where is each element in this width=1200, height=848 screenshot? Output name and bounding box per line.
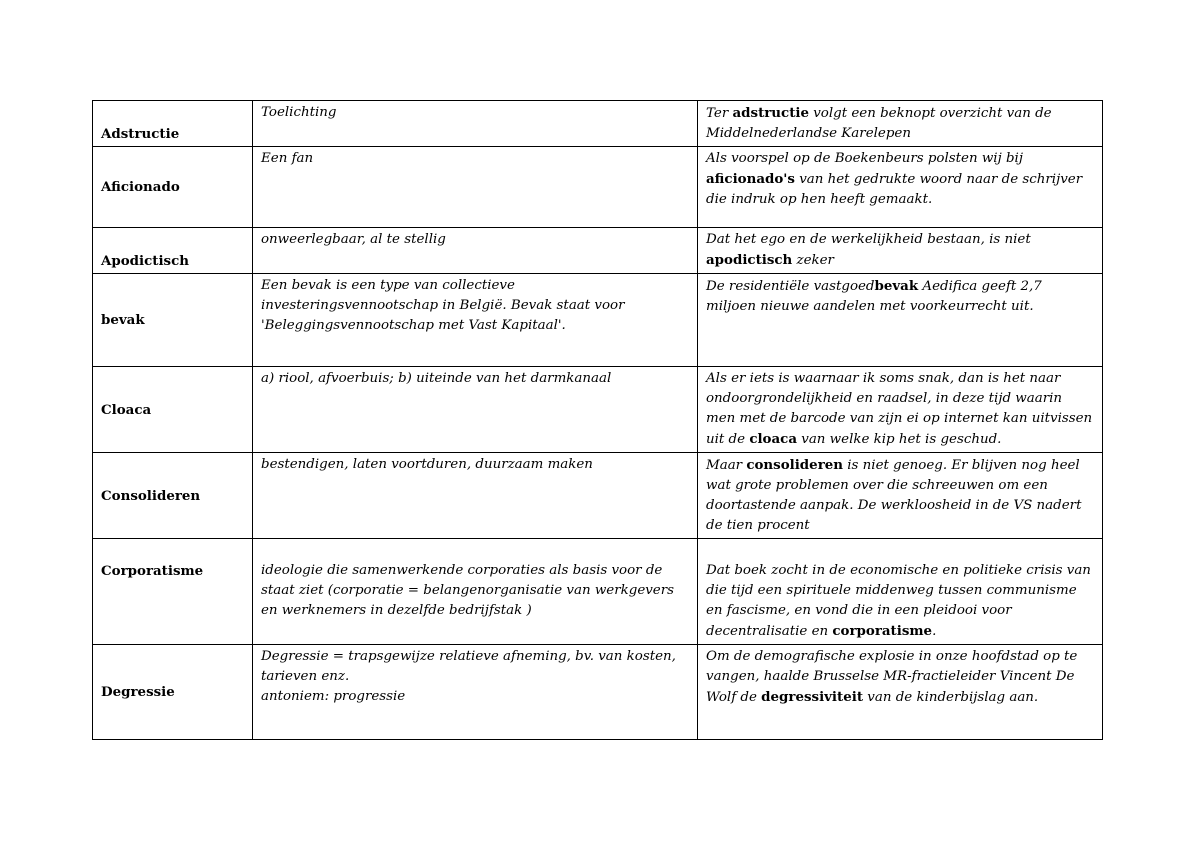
example-cell: Als er iets is waarnaar ik soms snak, dan is het naar ondoorgrondelijkheid en raadsel, in deze tijd waarin men met de barcode van zijn ei op internet kan uitvissen uit de cloaca van welke kip het is geschud. — [698, 367, 1103, 453]
explanation-cell: Een fan — [253, 147, 698, 228]
term-cell: Cloaca — [93, 367, 253, 453]
header-term: Adstructie — [93, 101, 253, 147]
explanation-cell: a) riool, afvoerbuis; b) uiteinde van het darmkanaal — [253, 367, 698, 453]
table-row — [93, 147, 1103, 228]
term-cell: Aficionado — [93, 147, 253, 228]
example-cell: Dat boek zocht in de economische en politieke crisis van die tijd een spirituele middenweg tussen communisme en fascisme, en vond die in een pleidooi voor decentralisatie en corporatisme. — [698, 539, 1103, 645]
glossary-table — [92, 100, 1103, 740]
table-header-row — [93, 101, 1103, 147]
explanation-cell: ideologie die samenwerkende corporaties als basis voor de staat ziet (corporatie = belangenorganisatie van werkgevers en werknemers in dezelfde bedrijfstak ) — [253, 539, 698, 645]
table-row — [93, 367, 1103, 453]
header-explanation: Toelichting — [253, 101, 698, 147]
term-cell: Corporatisme — [93, 539, 253, 645]
term-cell: Degressie — [93, 645, 253, 740]
table-row — [93, 645, 1103, 740]
explanation-cell: onweerlegbaar, al te stellig — [253, 228, 698, 274]
example-cell: Maar consolideren is niet genoeg. Er blijven nog heel wat grote problemen over die schreeuwen om een doortastende aanpak. De werkloosheid in de VS nadert de tien procent — [698, 453, 1103, 539]
term-cell: Apodictisch — [93, 228, 253, 274]
example-cell: Om de demografische explosie in onze hoofdstad op te vangen, haalde Brusselse MR-fractieleider Vincent De Wolf de degressiviteit van de kinderbijslag aan. — [698, 645, 1103, 740]
example-cell: Dat het ego en de werkelijkheid bestaan, is niet apodictisch zeker — [698, 228, 1103, 274]
explanation-cell: Een bevak is een type van collectieve investeringsvennootschap in België. Bevak staat voor 'Beleggingsvennootschap met Vast Kapitaal'. — [253, 274, 698, 367]
table-row — [93, 228, 1103, 274]
example-cell: Als voorspel op de Boekenbeurs polsten wij bij aficionado's van het gedrukte woord naar de schrijver die indruk op hen heeft gemaakt. — [698, 147, 1103, 228]
table-row — [93, 539, 1103, 645]
term-cell: bevak — [93, 274, 253, 367]
explanation-cell: Degressie = trapsgewijze relatieve afneming, bv. van kosten, tarieven enz. antoniem: progressie — [253, 645, 698, 740]
example-cell: De residentiële vastgoedbevak Aedifica geeft 2,7 miljoen nieuwe aandelen met voorkeurrecht uit. — [698, 274, 1103, 367]
table-row — [93, 274, 1103, 367]
header-example: Ter adstructie volgt een beknopt overzicht van de Middelnederlandse Karelepen — [698, 101, 1103, 147]
explanation-cell: bestendigen, laten voortduren, duurzaam maken — [253, 453, 698, 539]
table-row — [93, 453, 1103, 539]
term-cell: Consolideren — [93, 453, 253, 539]
